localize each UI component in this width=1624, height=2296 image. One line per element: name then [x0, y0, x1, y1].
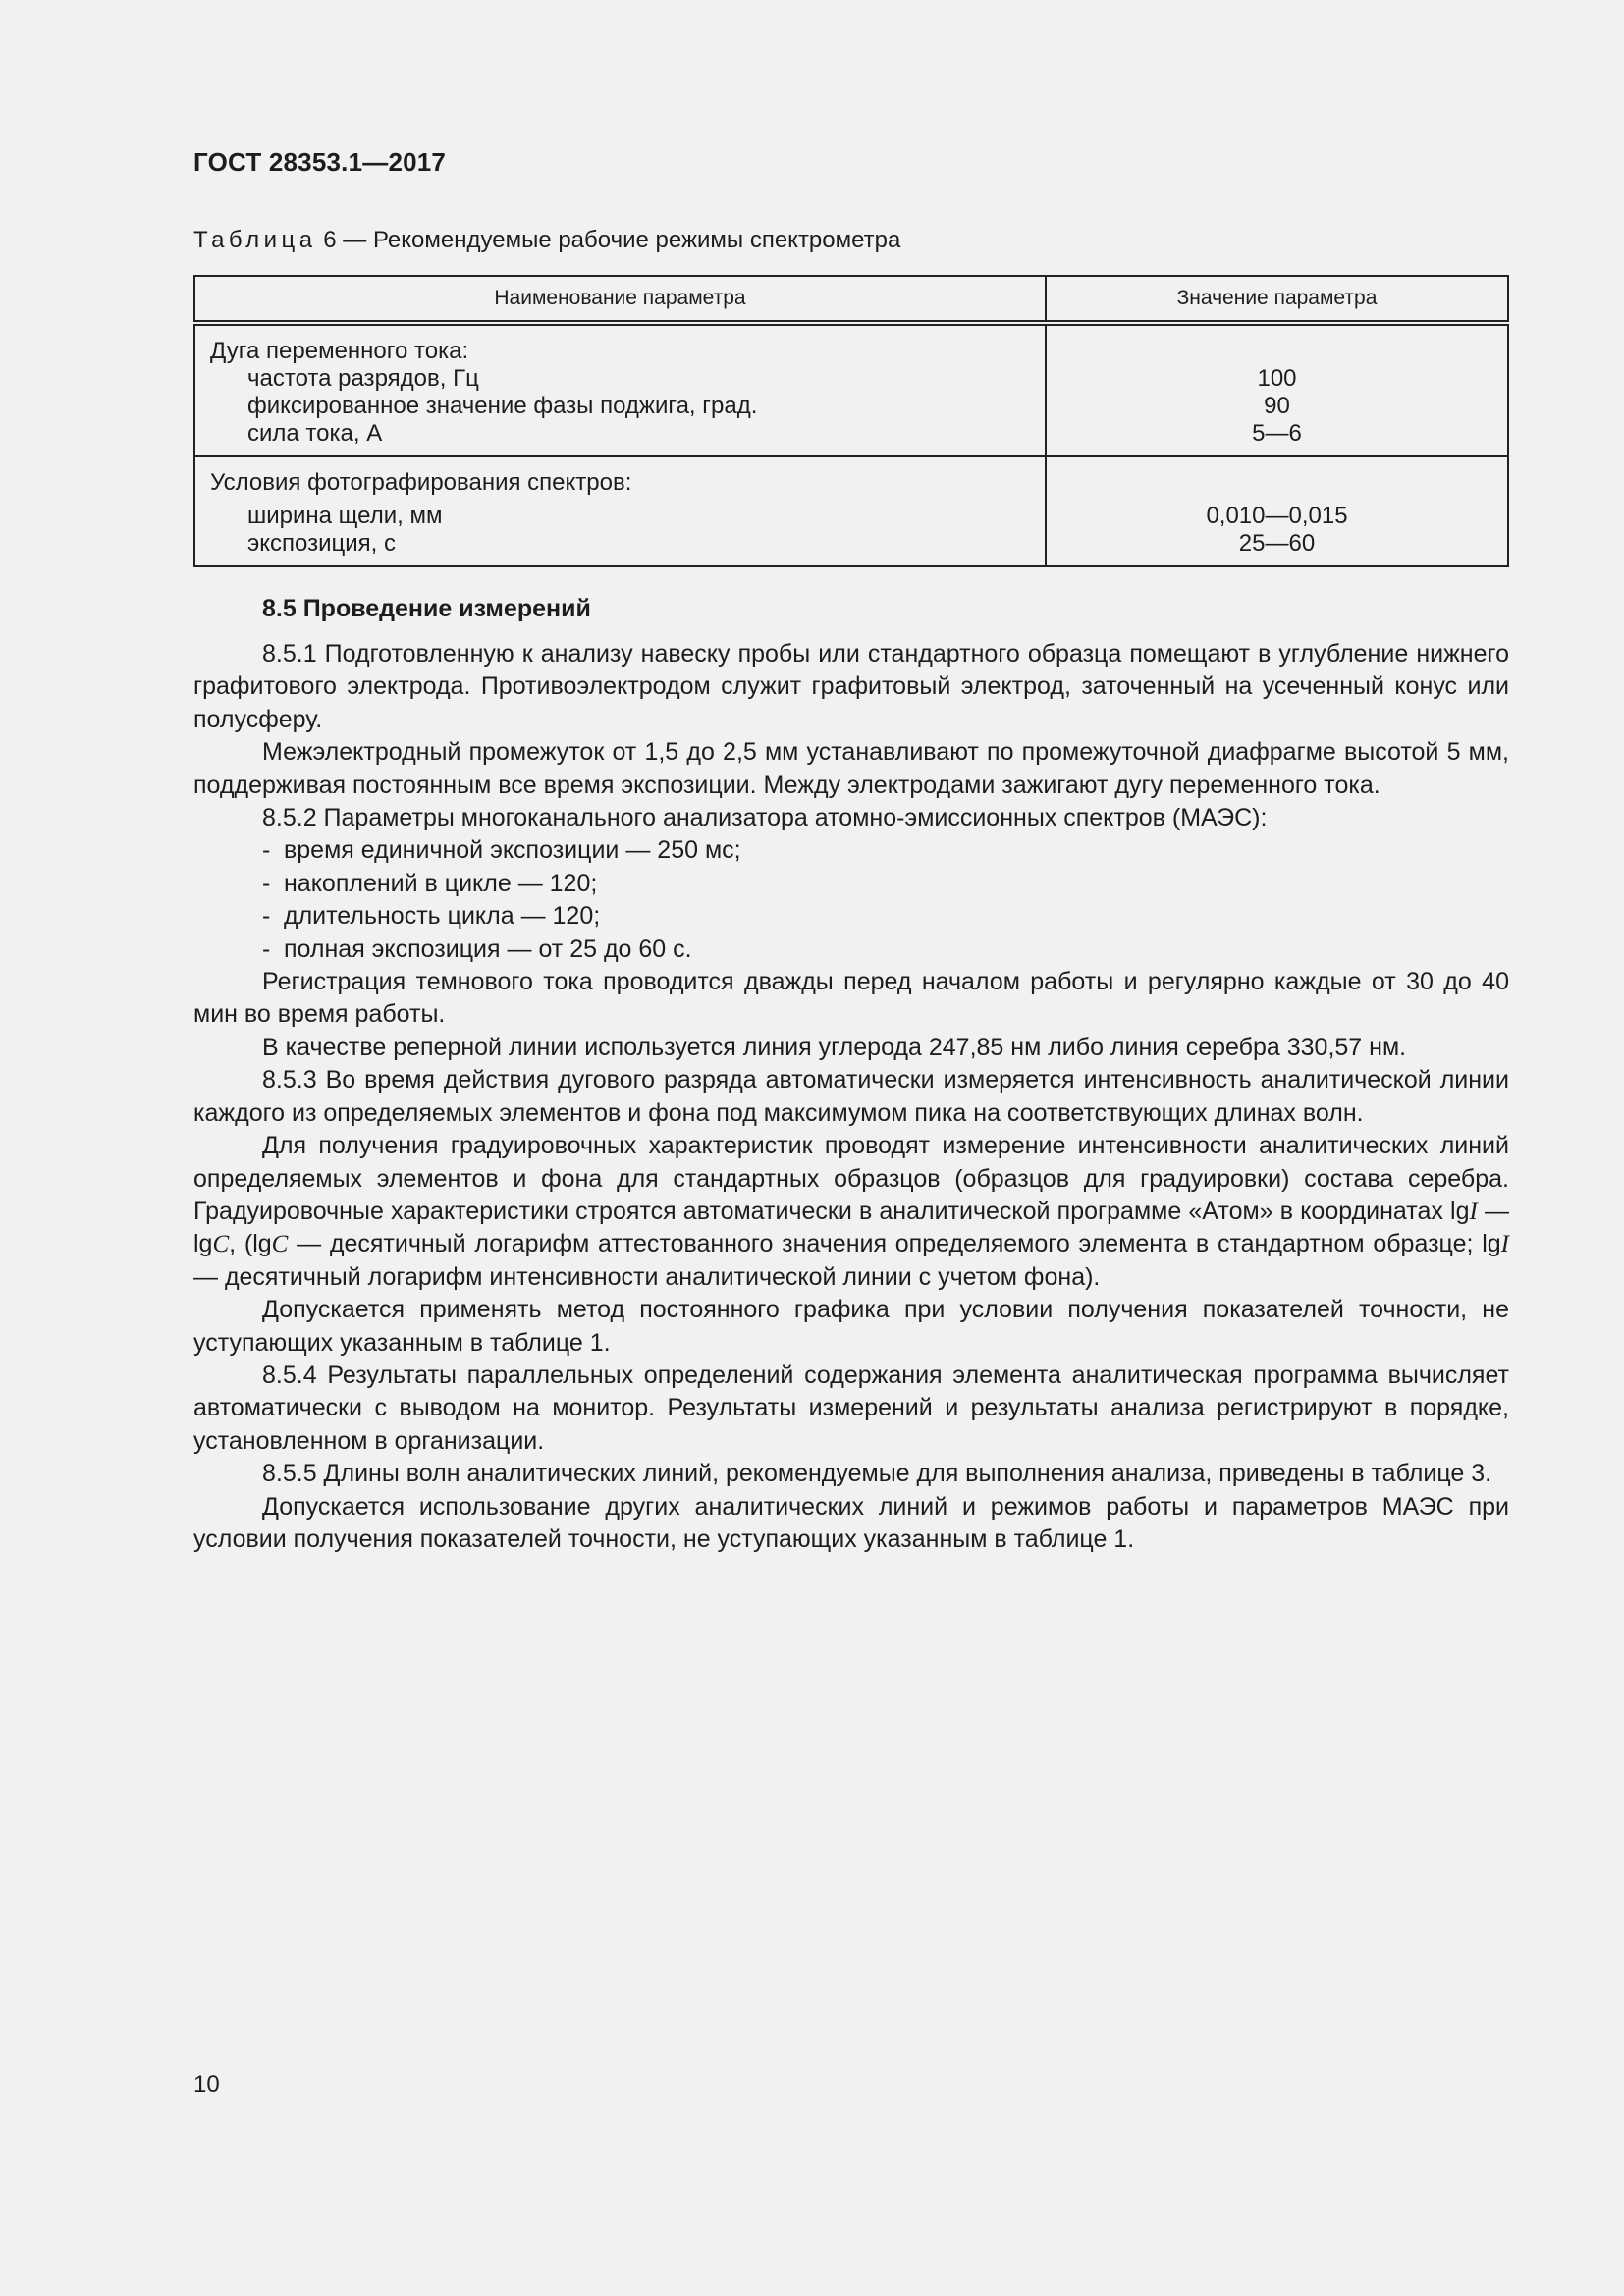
table-caption-prefix: Таблица: [193, 227, 317, 253]
paragraph: 8.5.5 Длины волн аналитических линий, рекомендуемые для выполнения анализа, приведены в таблице 3.: [262, 1460, 1492, 1488]
param-value: 25—60: [1238, 530, 1316, 557]
table-row: [194, 323, 1508, 456]
paragraph: 8.5.4 Результаты параллельных определений содержания элемента аналитическая программа вычисляет автоматически с выводом на монитор. Результаты измерений и результаты анализа регистрируют в порядке, установленном в организации.: [193, 1361, 1509, 1455]
list-item: - длительность цикла — 120;: [262, 902, 601, 931]
column-header-value: Значение параметра: [1046, 276, 1508, 323]
param-value: 5—6: [1252, 420, 1302, 447]
document-header: ГОСТ 28353.1—2017: [193, 147, 447, 177]
table-header-row: [194, 276, 1508, 323]
table-cell-names: [194, 323, 1046, 456]
page-number: 10: [193, 2071, 220, 2098]
paragraph: Допускается использование других аналитических линий и режимов работы и параметров МАЭС при условии получения показателей точности, не уступающих указанным в таблице 1.: [193, 1492, 1509, 1553]
param-value: 100: [1257, 365, 1297, 392]
column-header-name: Наименование параметра: [194, 276, 1046, 323]
table-caption: [193, 227, 900, 254]
param-value: 0,010—0,015: [1206, 503, 1348, 529]
paragraph: Допускается применять метод постоянного графика при условии получения показателей точности, не уступающих указанным в таблице 1.: [193, 1296, 1509, 1357]
table-row: [194, 456, 1508, 566]
paragraph: 8.5.1 Подготовленную к анализу навеску пробы или стандартного образца помещают в углубление нижнего графитового электрода. Противоэлектродом служит графитовый электрод, заточенный на усеченный конус или полусферу.: [193, 640, 1509, 733]
table-cell-values: [1046, 456, 1508, 566]
group-title: Дуга переменного тока:: [210, 338, 469, 364]
paragraph: 8.5.2 Параметры многоканального анализатора атомно-эмиссионных спектров (МАЭС):: [262, 804, 1268, 832]
parameters-table: [193, 275, 1509, 567]
section-body: [193, 593, 1509, 1556]
paragraph: Межэлектродный промежуток от 1,5 до 2,5 мм устанавливают по промежуточной диафрагме высотой 5 мм, поддерживая постоянным все время экспозиции. Между электродами зажигают дугу переменного тока.: [193, 738, 1509, 799]
param-name: экспозиция, с: [247, 530, 396, 557]
list-item: - накоплений в цикле — 120;: [262, 869, 598, 897]
param-name: частота разрядов, Гц: [247, 365, 479, 392]
paragraph: В качестве реперной линии используется линия углерода 247,85 нм либо линия серебра 330,57 нм.: [262, 1033, 1407, 1061]
list-item: - время единичной экспозиции — 250 мс;: [262, 836, 741, 865]
param-value: 90: [1264, 393, 1290, 419]
paragraph: Для получения градуировочных характеристик проводят измерение интенсивности аналитических линий определяемых элементов и фона для стандартных образцов (образцов для градуировки) состава серебра. Градуировочные характеристики строятся автоматически в аналитической программе «Атом» в координатах lgI — lgC, (lgC — десятичный логарифм аттестованного значения определяемого элемента в стандартном образце; lgI — десятичный логарифм интенсивности аналитической линии с учетом фона).: [193, 1132, 1509, 1291]
table-cell-values: [1046, 323, 1508, 456]
paragraph: 8.5.3 Во время действия дугового разряда автоматически измеряется интенсивность аналитической линии каждого из определяемых элементов и фона под максимумом пика на соответствующих длинах волн.: [193, 1066, 1509, 1127]
paragraph: Регистрация темнового тока проводится дважды перед началом работы и регулярно каждые от 30 до 40 мин во время работы.: [193, 968, 1509, 1029]
section-heading: 8.5 Проведение измерений: [262, 595, 591, 622]
param-name: ширина щели, мм: [247, 503, 443, 529]
list-item: - полная экспозиция — от 25 до 60 с.: [262, 934, 692, 963]
table-cell-names: [194, 456, 1046, 566]
param-name: сила тока, А: [247, 420, 383, 447]
table-caption-text: 6 — Рекомендуемые рабочие режимы спектрометра: [323, 227, 901, 253]
group-title: Условия фотографирования спектров:: [210, 469, 632, 496]
param-name: фиксированное значение фазы поджига, град.: [247, 393, 758, 419]
